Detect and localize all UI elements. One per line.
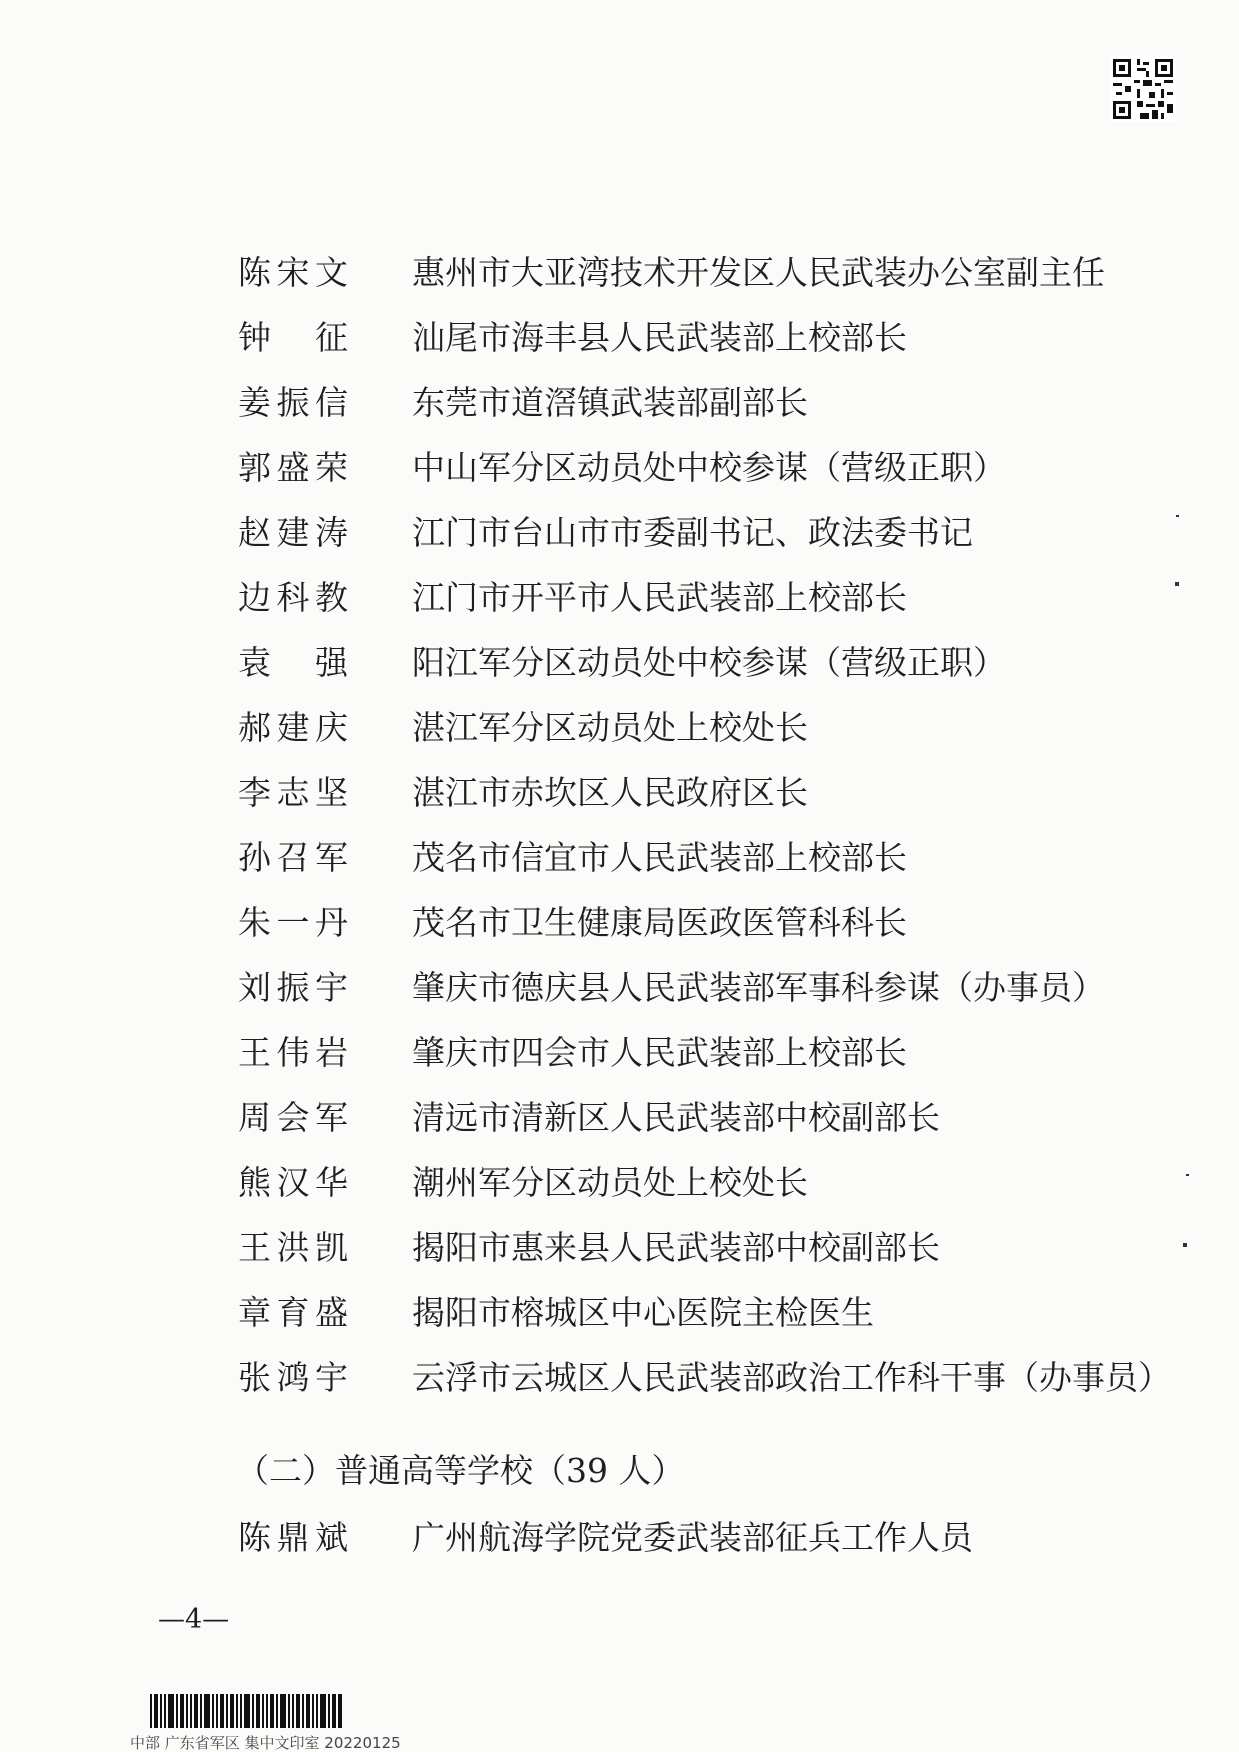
person-role: 江门市开平市人民武装部上校部长 (412, 578, 907, 617)
list-item (0, 1160, 1239, 1206)
person-name: 陈宋文 (238, 253, 348, 292)
person-name: 熊汉华 (238, 1163, 348, 1202)
list-item (0, 1030, 1239, 1076)
person-name: 陈鼎斌 (238, 1518, 348, 1557)
scan-speck (1175, 582, 1179, 586)
list-item (0, 835, 1239, 881)
person-name: 赵建涛 (238, 513, 348, 552)
person-role: 汕尾市海丰县人民武装部上校部长 (412, 318, 907, 357)
qr-code-icon (1110, 56, 1176, 122)
list-item (0, 1225, 1239, 1271)
list-item (0, 770, 1239, 816)
person-role: 肇庆市德庆县人民武装部军事科参谋（办事员） (412, 968, 1105, 1007)
person-name: 边科教 (238, 578, 348, 617)
person-role: 云浮市云城区人民武装部政治工作科干事（办事员） (412, 1358, 1171, 1397)
person-name: 孙召军 (238, 838, 348, 877)
person-role: 江门市台山市市委副书记、政法委书记 (412, 513, 973, 552)
list-item (0, 315, 1239, 361)
person-role: 茂名市信宜市人民武装部上校部长 (412, 838, 907, 877)
person-name: 张鸿宇 (238, 1358, 348, 1397)
page-number: —4— (158, 1604, 230, 1635)
person-role: 茂名市卫生健康局医政医管科科长 (412, 903, 907, 942)
person-role: 清远市清新区人民武装部中校副部长 (412, 1098, 940, 1137)
list-item (0, 1355, 1239, 1401)
person-name: 王洪凯 (238, 1228, 348, 1267)
person-name: 李志坚 (238, 773, 348, 812)
scan-speck (1186, 1174, 1189, 1176)
person-role: 中山军分区动员处中校参谋（营级正职） (412, 448, 1006, 487)
list-item (0, 1095, 1239, 1141)
person-role: 广州航海学院党委武装部征兵工作人员 (412, 1518, 973, 1557)
list-item (0, 1290, 1239, 1336)
list-item (0, 705, 1239, 751)
person-name: 王伟岩 (238, 1033, 348, 1072)
person-name: 刘振宇 (238, 968, 348, 1007)
list-item (0, 900, 1239, 946)
list-item (0, 965, 1239, 1011)
person-name: 袁强 (238, 643, 348, 682)
footer-stamp: 中部 广东省军区 集中文印室 20220125 (130, 1734, 401, 1752)
barcode-icon (150, 1694, 342, 1728)
person-name: 郭盛荣 (238, 448, 348, 487)
person-role: 揭阳市榕城区中心医院主检医生 (412, 1293, 874, 1332)
person-role: 湛江市赤坎区人民政府区长 (412, 773, 808, 812)
person-name: 章育盛 (238, 1293, 348, 1332)
list-item (0, 1515, 1239, 1561)
list-item (0, 510, 1239, 556)
list-item (0, 250, 1239, 296)
scan-speck (1183, 1243, 1187, 1247)
person-role: 揭阳市惠来县人民武装部中校副部长 (412, 1228, 940, 1267)
list-item (0, 575, 1239, 621)
person-name: 姜振信 (238, 383, 348, 422)
list-item (0, 640, 1239, 686)
person-name: 钟征 (238, 318, 348, 357)
person-role: 阳江军分区动员处中校参谋（营级正职） (412, 643, 1006, 682)
person-role: 肇庆市四会市人民武装部上校部长 (412, 1033, 907, 1072)
section-heading: （二）普通高等学校（39 人） (236, 1451, 685, 1490)
list-item (0, 445, 1239, 491)
person-role: 湛江军分区动员处上校处长 (412, 708, 808, 747)
person-role: 东莞市道滘镇武装部副部长 (412, 383, 808, 422)
person-name: 周会军 (238, 1098, 348, 1137)
person-role: 潮州军分区动员处上校处长 (412, 1163, 808, 1202)
list-item (0, 380, 1239, 426)
person-name: 朱一丹 (238, 903, 348, 942)
person-role: 惠州市大亚湾技术开发区人民武装办公室副主任 (412, 253, 1105, 292)
scan-speck (1176, 515, 1179, 517)
person-name: 郝建庆 (238, 708, 348, 747)
